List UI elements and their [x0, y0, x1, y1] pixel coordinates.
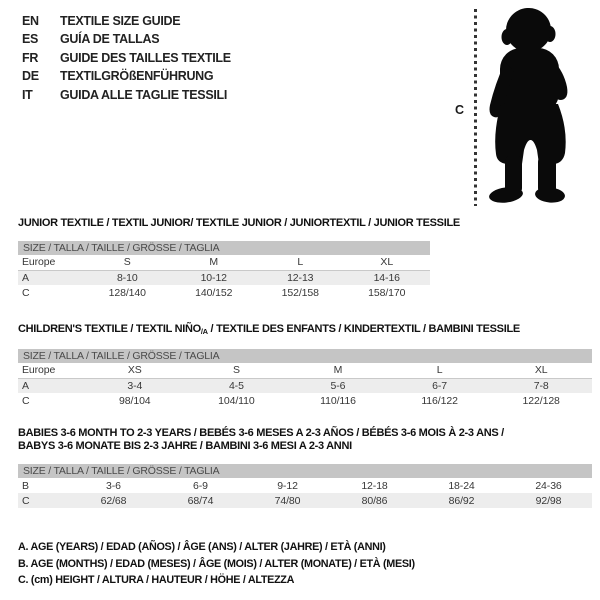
size-value-cell: 68/74 [187, 494, 214, 507]
size-value-cell: S [186, 363, 288, 378]
size-value-cell: M [287, 363, 389, 378]
size-value-cell: 80/86 [361, 494, 388, 507]
size-value-cell: 104/110 [218, 394, 255, 407]
row-label-cell: C [22, 494, 30, 507]
row-label-cell: Europe [18, 363, 84, 378]
size-value-cell: 10-12 [200, 271, 227, 284]
size-value-cell: 92/98 [535, 494, 562, 507]
size-guide-content [18, 217, 592, 589]
children-size-table [18, 363, 592, 408]
size-value-cell: 7-8 [533, 379, 549, 392]
size-value-cell: XL [344, 255, 431, 270]
size-value-cell: 86/92 [448, 494, 475, 507]
size-value-cell: 14-16 [373, 271, 400, 284]
size-value-cell: 140/152 [195, 286, 233, 299]
children-heading-text: CHILDREN'S TEXTILE / TEXTIL NIÑO [18, 323, 201, 335]
row-label-cell: A [22, 271, 29, 284]
size-value-cell: XL [490, 363, 592, 378]
language-title: GUÍA DE TALLAS [60, 32, 160, 47]
size-value-cell: 110/116 [320, 394, 356, 407]
language-title: GUIDA ALLE TAGLIE TESSILI [60, 87, 228, 102]
size-value-cell: 128/140 [108, 286, 146, 299]
size-value-row [18, 285, 430, 300]
size-value-row [18, 478, 592, 493]
size-value-cell: XS [84, 363, 186, 378]
junior-size-table [18, 255, 430, 300]
language-title: TEXTILE SIZE GUIDE [60, 14, 181, 28]
height-measure-label: C [455, 103, 465, 117]
size-value-cell: 6-7 [432, 379, 448, 392]
size-value-cell: 24-36 [535, 479, 562, 492]
size-value-cell: 152/158 [281, 286, 319, 299]
language-row [22, 67, 231, 85]
size-value-cell: 5-6 [330, 379, 346, 392]
language-code: FR [22, 50, 39, 65]
section-children [18, 323, 592, 408]
size-value-cell: 3-4 [127, 379, 143, 392]
footnote-line: A. AGE (YEARS) / EDAD (AÑOS) / ÂGE (ANS) / ALTER (JAHRE) / ETÀ (ANNI) [18, 541, 386, 553]
language-row [22, 12, 231, 30]
language-code: EN [22, 14, 39, 28]
size-value-row [18, 393, 592, 408]
size-value-cell: 3-6 [106, 479, 121, 492]
size-value-cell: M [171, 255, 258, 270]
language-title: TEXTILGRÖßENFÜHRUNG [60, 69, 214, 84]
size-value-cell: 122/128 [522, 394, 560, 407]
toddler-silhouette-icon [486, 8, 571, 204]
children-size-banner: SIZE / TALLA / TAILLE / GRÖSSE / TAGLIA [18, 349, 592, 363]
junior-section-heading: JUNIOR TEXTILE / TEXTIL JUNIOR/ TEXTILE JUNIOR / JUNIORTEXTIL / JUNIOR TESSILE [18, 217, 460, 229]
babies-size-table [18, 478, 592, 508]
size-value-cell: 74/80 [274, 494, 301, 507]
row-label-cell: Europe [18, 255, 84, 270]
size-value-cell: 12-18 [361, 479, 388, 492]
language-title: GUIDE DES TAILLES TEXTILE [60, 50, 231, 65]
children-heading-text-cont: / TEXTILE DES ENFANTS / KINDERTEXTIL / BAMBINI TESSILE [207, 323, 520, 335]
row-label-cell: B [22, 479, 29, 492]
row-label-cell: A [22, 379, 29, 392]
language-code: DE [22, 69, 39, 84]
size-value-row [18, 493, 592, 508]
row-label-cell: C [22, 394, 30, 407]
row-label-cell: C [22, 286, 30, 299]
section-junior [18, 217, 592, 300]
size-value-cell: 4-5 [228, 379, 244, 392]
size-value-cell: 9-12 [277, 479, 298, 492]
language-row [22, 30, 231, 48]
footnote-line: B. AGE (MONTHS) / EDAD (MESES) / ÂGE (MOIS) / ALTER (MONATE) / ETÀ (MESI) [18, 557, 415, 570]
footnote-list [18, 539, 592, 589]
language-row [22, 49, 231, 67]
section-babies [18, 427, 592, 508]
babies-section-heading-line1: BABIES 3-6 MONTH TO 2-3 YEARS / BEBÉS 3-6 MESES A 2-3 AÑOS / BÉBÉS 3-6 MOIS À 2-3 ANS / [18, 427, 504, 439]
size-value-cell: 12-13 [287, 271, 314, 284]
size-value-cell: 116/122 [421, 394, 458, 407]
size-value-row [18, 378, 592, 393]
size-value-cell: L [257, 255, 344, 270]
size-value-row [18, 270, 430, 285]
size-value-cell: 98/104 [119, 394, 151, 407]
footnote-line: C. (cm) HEIGHT / ALTURA / HAUTEUR / HÖHE / ALTEZZA [18, 574, 295, 586]
size-value-cell: 18-24 [448, 479, 475, 492]
language-row [22, 86, 231, 104]
language-code: ES [22, 32, 39, 47]
size-value-cell: L [389, 363, 491, 378]
language-list [22, 12, 231, 104]
size-value-cell: 62/68 [100, 494, 127, 507]
size-value-cell: 158/170 [368, 286, 406, 299]
children-section-heading [18, 323, 592, 338]
babies-size-banner: SIZE / TALLA / TAILLE / GRÖSSE / TAGLIA [18, 464, 592, 478]
height-measure-dashed-line [474, 9, 477, 206]
size-header-row [18, 255, 430, 270]
size-value-cell: S [84, 255, 171, 270]
junior-size-banner: SIZE / TALLA / TAILLE / GRÖSSE / TAGLIA [18, 241, 430, 255]
babies-section-heading-line2: BABYS 3-6 MONATE BIS 2-3 JAHRE / BAMBINI 3-6 MESI A 2-3 ANNI [18, 440, 352, 452]
size-value-cell: 6-9 [193, 479, 208, 492]
size-header-row [18, 363, 592, 378]
children-heading-subscript: /A [200, 327, 208, 336]
size-value-cell: 8-10 [116, 271, 138, 284]
language-code: IT [22, 87, 33, 102]
